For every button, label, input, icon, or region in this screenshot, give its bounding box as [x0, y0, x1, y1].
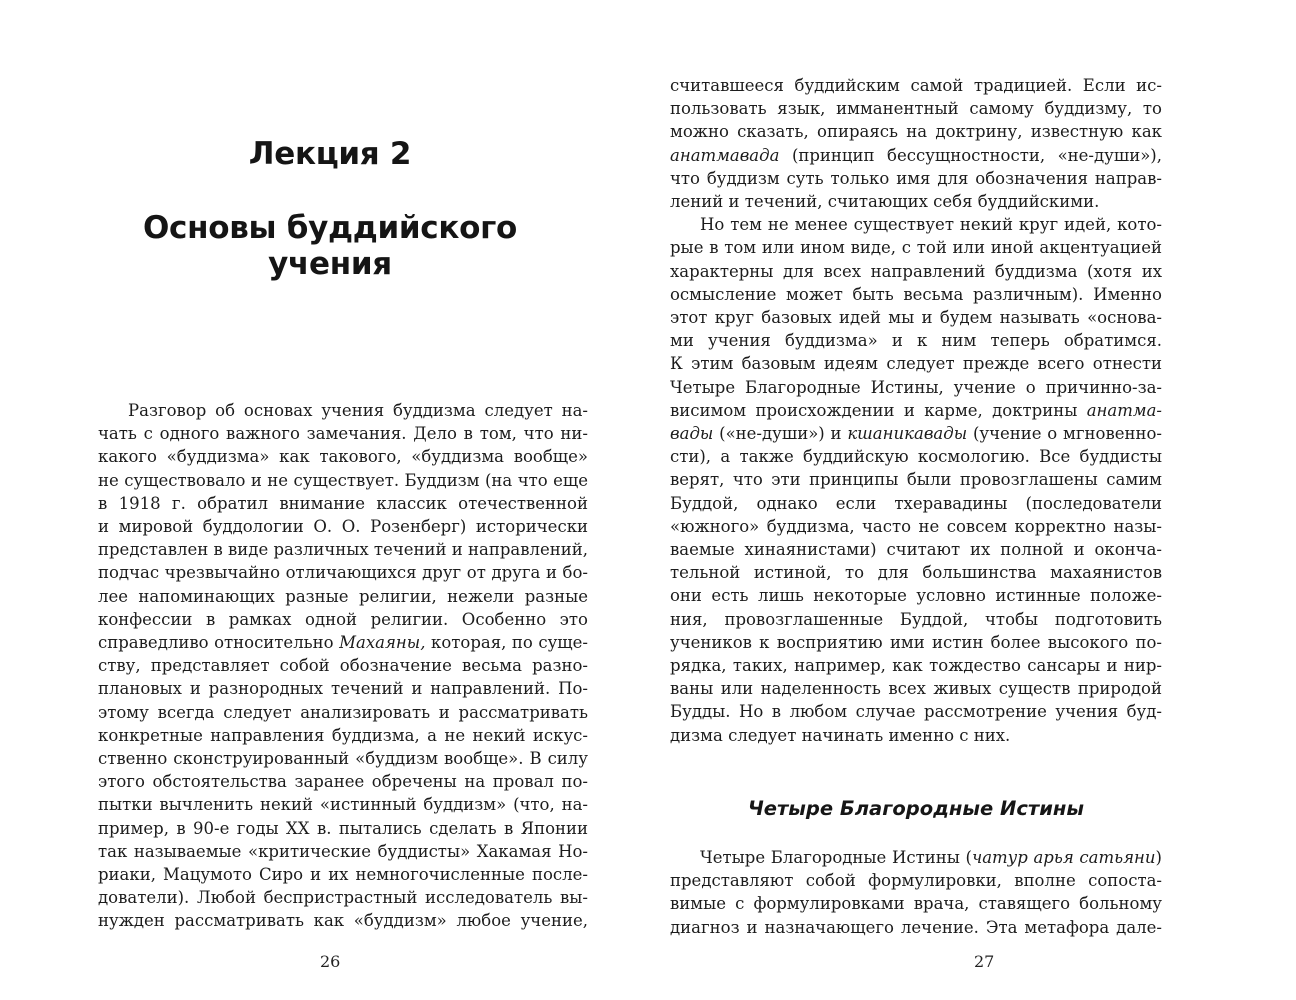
text-line: характерны для всех направлений буддизма (хотя их — [670, 261, 1162, 281]
text-line-mixed — [98, 631, 588, 654]
lecture-number: Лекция 2 — [248, 136, 412, 172]
italic-term-mahayana: Махаяны, — [339, 633, 426, 653]
text-line: пытки вычленить некий «истинный буддизм» (что, на- — [98, 795, 588, 815]
text-line: тельной истиной, то для большинства махаянистов — [670, 563, 1162, 583]
text-line: учеников к восприятию ими истин более высокого по- — [670, 632, 1162, 652]
text-line: этот круг базовых идей мы и будем называть «основа- — [670, 308, 1162, 328]
text-line: рядка, таких, например, как тождество сансары и нир- — [670, 656, 1162, 676]
italic-term-chatur-arya-satyani: чатур арья сатьяни — [971, 848, 1156, 867]
text-line: рые в том или ином виде, с той или иной акцентуацией — [670, 238, 1162, 258]
text-line: представлен в виде различных течений и направлений, — [98, 540, 588, 560]
text-line-mixed — [670, 422, 1162, 445]
text-line: Четыре Благородные Истины, учение о причинно-за- — [670, 377, 1162, 397]
section-heading: Четыре Благородные Истины — [748, 797, 1084, 820]
text-segment: (учение о мгновенно- — [967, 424, 1162, 444]
italic-term-anatmavada: анатмавада — [670, 145, 780, 165]
text-line: какого «буддизма» как такового, «буддизма вообще» — [98, 447, 588, 467]
text-line-mixed — [670, 399, 1162, 422]
text-line: не существовало и не существует. Буддизм (на что еще — [98, 470, 588, 490]
text-line: конкретные направления буддизма, а не некий искус- — [98, 725, 588, 745]
text-line: нужден рассматривать как «буддизм» любое учение, — [98, 911, 588, 931]
text-line: «южного» буддизма, часто не совсем корректно назы- — [670, 516, 1162, 536]
italic-term-kshanikavada: кшаникавады — [847, 424, 968, 444]
text-line: ственно сконструированный «буддизм вообще». В силу — [98, 749, 588, 769]
text-line: считавшееся буддийским самой традицией. Если ис- — [670, 76, 1162, 95]
text-segment: справедливо относительно — [98, 633, 340, 653]
text-segment: висимом происхождении и карме, доктрины — [670, 400, 1087, 420]
text-line: сти), а также буддийскую космологию. Все буддисты — [670, 447, 1162, 467]
text-line: так называемые «критические буддисты» Хакамая Но- — [98, 841, 588, 861]
text-line: ния, провозглашенные Буддой, чтобы подготовить — [670, 609, 1162, 629]
italic-term-anatmavada: анатма- — [1086, 400, 1162, 420]
text-line: этого обстоятельства заранее обречены на провал по- — [98, 772, 588, 792]
text-line: лений и течений, считающих себя буддийскими. — [670, 192, 1100, 212]
text-line: этому всегда следует анализировать и рассматривать — [98, 702, 588, 722]
text-line: верят, что эти принципы были провозглашены самим — [670, 470, 1162, 490]
text-line: риаки, Мацумото Сиро и их немногочисленные после- — [98, 865, 588, 885]
text-line: и мировой буддологии О. О. Розенберг) исторически — [98, 517, 588, 537]
text-line-mixed — [670, 144, 1162, 167]
text-line: конфессии в рамках одной религии. Особенно это — [98, 609, 588, 629]
text-line: подчас чрезвычайно отличающихся друг от друга и бо- — [98, 563, 588, 583]
text-line: чать с одного важного замечания. Дело в том, что ни- — [98, 424, 588, 444]
text-segment: («не-души») и — [713, 424, 848, 444]
text-line: ми учения буддизма» и к ним теперь обратимся. — [670, 331, 1162, 351]
text-line: дизма следует начинать именно с них. — [670, 725, 1011, 745]
text-line: Буддой, однако если тхеравадины (последователи — [670, 493, 1162, 513]
text-line: вимые с формулировками врача, ставящего больному — [670, 894, 1162, 914]
text-line: Будды. Но в любом случае рассмотрение учения буд- — [670, 702, 1162, 722]
text-line: в 1918 г. обратил внимание классик отечественной — [98, 493, 588, 513]
text-line: они есть лишь некоторые условно истинные положе- — [670, 586, 1162, 606]
text-line: пользовать язык, имманентный самому буддизму, то — [670, 99, 1162, 119]
left-page-body — [98, 399, 588, 933]
text-line: ству, представляет собой обозначение весьма разно- — [98, 656, 588, 676]
text-line: лее напоминающих разные религии, нежели разные — [98, 586, 588, 606]
text-line: диагноз и назначающего лечение. Эта метафора дале- — [670, 917, 1162, 937]
page-number: 27 — [974, 952, 995, 971]
text-line: пример, в 90-е годы XX в. пытались сделать в Японии — [98, 818, 588, 838]
text-line: осмысление может быть весьма различным). Именно — [670, 284, 1162, 304]
text-line: плановых и разнородных течений и направлений. По- — [98, 679, 588, 699]
right-page-section-body — [670, 846, 1162, 939]
text-line: К этим базовым идеям следует прежде всего отнести — [670, 354, 1162, 374]
text-segment: которая, по суще- — [425, 633, 588, 653]
right-page-body — [670, 74, 1162, 747]
italic-term-anatmavada: вады — [670, 424, 714, 444]
text-line: ваемые хинаянистами) считают их полной и оконча- — [670, 540, 1162, 560]
text-line: что буддизм суть только имя для обозначения направ- — [670, 168, 1162, 188]
text-segment: Четыре Благородные Истины ( — [700, 848, 972, 867]
text-line: Но тем не менее существует некий круг идей, кото- — [700, 215, 1162, 235]
text-segment: (принцип бессущностности, «не-души»), — [779, 145, 1162, 165]
text-line: дователи). Любой беспристрастный исследователь вы- — [98, 888, 588, 908]
text-line: можно сказать, опираясь на доктрину, известную как — [670, 122, 1162, 142]
page-number: 26 — [320, 952, 341, 971]
text-line: ваны или наделенность всех живых существ природой — [670, 679, 1162, 699]
right-page — [648, 0, 1296, 1000]
text-line-mixed — [670, 846, 1162, 869]
lecture-title: Основы буддийского учения — [142, 210, 518, 282]
text-segment: ) — [1155, 848, 1162, 867]
text-line: представляют собой формулировки, вполне сопоста- — [670, 871, 1162, 891]
text-line: Разговор об основах учения буддизма следует на- — [128, 401, 588, 420]
